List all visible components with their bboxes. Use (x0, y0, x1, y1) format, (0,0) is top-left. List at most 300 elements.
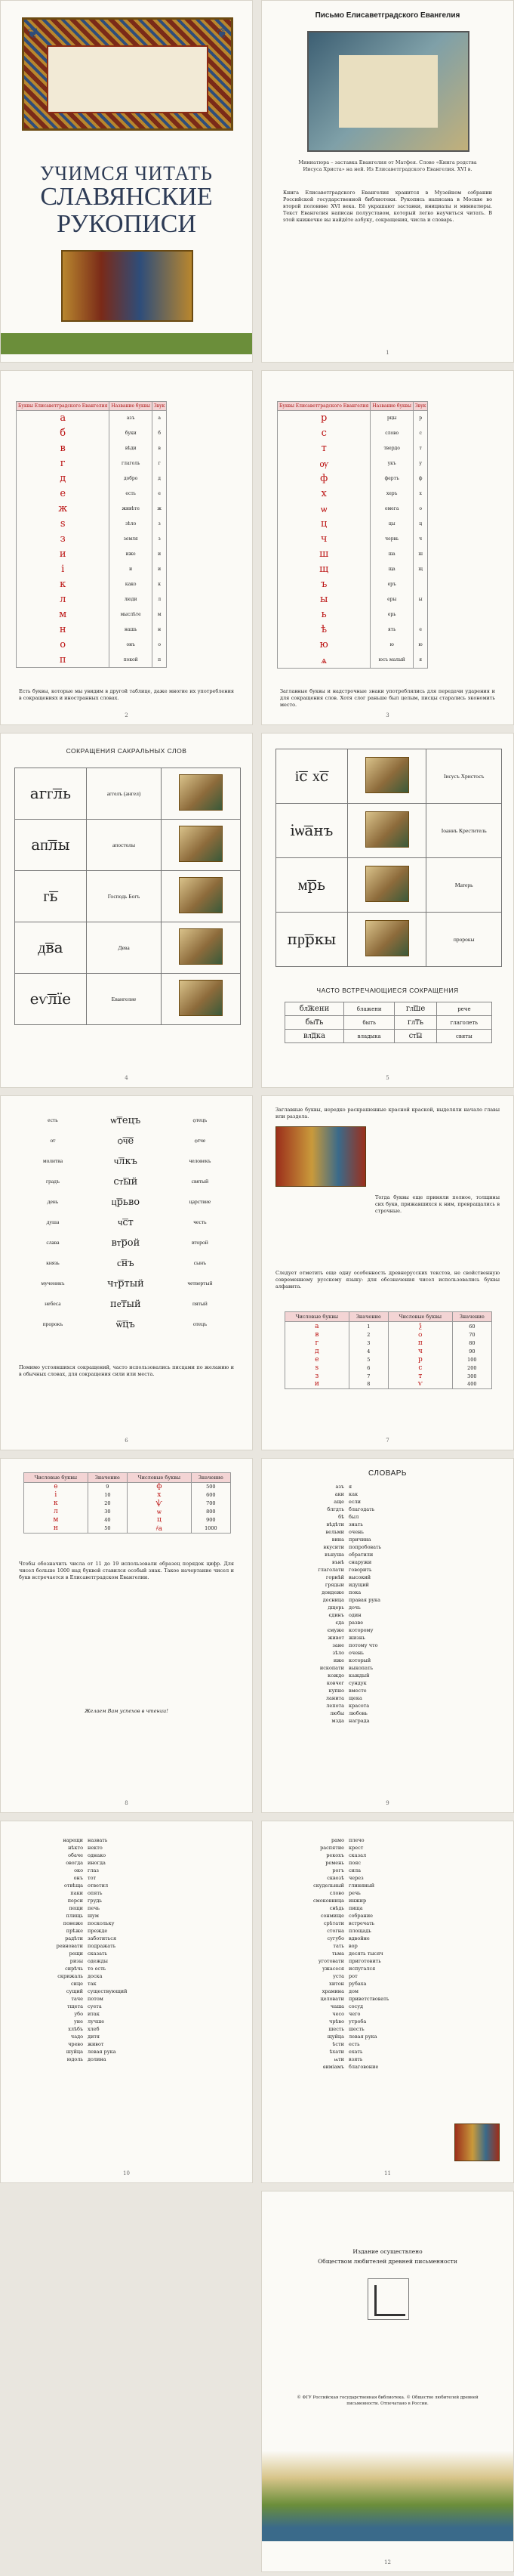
dictionary-title: СЛОВАРЬ (368, 1469, 407, 1478)
translation: глиняный (349, 1883, 375, 1889)
slavonic-word: ископати (319, 1665, 344, 1671)
slavonic-word: ѳиміамъ (322, 2064, 344, 2070)
alphabet-row (278, 547, 428, 562)
abbreviation-row (23, 1212, 231, 1232)
translation: собрание (349, 1913, 374, 1919)
translation: лучше (88, 2018, 105, 2025)
abbreviated-form: гл͞ше (395, 1002, 436, 1016)
manuscript-letter: ю (278, 638, 371, 653)
dictionary-entry (277, 1664, 500, 1672)
letter-name: ща (371, 562, 414, 577)
translation: которому (349, 1627, 374, 1633)
letter-name: како (109, 577, 152, 592)
manuscript-fragment (275, 1126, 366, 1187)
dictionary-entry (16, 2010, 239, 2018)
number-value: 600 (191, 1491, 230, 1500)
page-number: 9 (386, 1800, 389, 1806)
slavonic-word: вѣдѣти (326, 1521, 344, 1527)
page-number: 6 (125, 1438, 128, 1444)
dictionary-entry (277, 1694, 500, 1702)
letter-name: люди (109, 592, 152, 607)
dictionary-entry (277, 1717, 500, 1725)
numbers-body: Тогда буквы еще приняли полное, толщины сих букв, прижавшихся к ним, превращались в строчные. (375, 1194, 500, 1215)
dictionary-entry (16, 2025, 239, 2033)
full-form: блажени (344, 1002, 395, 1016)
dictionary-entry (277, 1649, 500, 1657)
letter-name: буки (109, 426, 152, 441)
dictionary-entry (277, 2033, 500, 2040)
slavonic-word: вельми (325, 1529, 344, 1535)
bird-ornament-icon: ❦ (27, 26, 39, 42)
alphabet-row (278, 532, 428, 547)
number-value: 500 (191, 1483, 230, 1491)
translation: рубаха (349, 1981, 367, 1987)
letter-name: земля (109, 532, 152, 547)
dictionary-entry (277, 1702, 500, 1710)
abbreviated-word: ѻ͞ч͞е (117, 1135, 134, 1147)
number-row (285, 1322, 492, 1331)
full-form: святы (436, 1030, 491, 1043)
page-1 (261, 0, 514, 363)
section-title: СОКРАЩЕНИЯ САКРАЛЬНЫХ СЛОВ (66, 747, 187, 755)
numbers-body-2: Чтобы обозначить числа от 11 до 19 использовали образец порядок цифр. Для чисел больше 1000 над буквой ставился особый знак. Такое начертание чисел и букв встречается в Елисаветградском Евангелии. (19, 1561, 234, 1581)
number-row (24, 1516, 231, 1524)
abbreviation-row (285, 1030, 492, 1043)
dictionary-entry (277, 1626, 500, 1634)
word-meaning: Евангелие (86, 974, 162, 1025)
translation: сказал (349, 1852, 367, 1858)
spread-3 (0, 733, 514, 1088)
dictionary-entry (277, 1619, 500, 1626)
abbreviated-word: с͞нъ (117, 1257, 134, 1269)
translation: один (349, 1612, 362, 1618)
slavonic-word: ємуже (327, 1627, 344, 1633)
translation: тот (88, 1875, 97, 1881)
slavonic-word: зане (332, 1642, 344, 1648)
icon-image (179, 928, 223, 965)
spread-5 (0, 1458, 514, 1813)
cover-page (0, 0, 253, 363)
slavonic-word: мзда (331, 1718, 344, 1724)
number-letter: ѯ (388, 1322, 452, 1331)
translation: шум (88, 1913, 99, 1919)
slavonic-word: шесть (328, 2026, 344, 2032)
cover-title-line-1: УЧИМСЯ ЧИТАТЬ (40, 162, 213, 184)
dictionary-entry (277, 1543, 500, 1551)
slavonic-word: слово (329, 1890, 344, 1896)
full-form: четвертый (187, 1280, 213, 1286)
letter-name: иже (109, 547, 152, 562)
dictionary-entry (277, 2018, 500, 2025)
dictionary-entry (277, 1836, 500, 1844)
slavonic-word: отвѣща (63, 1883, 83, 1889)
letter-sound: з (152, 532, 166, 547)
manuscript-letter: щ (278, 562, 371, 577)
col-header: Числовые буквы (285, 1312, 349, 1322)
dictionary-entry (277, 1551, 500, 1558)
translation: речь (349, 1890, 361, 1896)
word-meaning: Дева (86, 922, 162, 974)
letter-sound: у (413, 456, 427, 471)
manuscript-letter: ч (278, 532, 371, 547)
dictionary-entry (277, 1490, 500, 1498)
number-letter: ѡ (127, 1508, 191, 1516)
number-row (285, 1380, 492, 1388)
translation: благовоние (349, 2064, 379, 2070)
abbreviation-row (285, 1002, 492, 1016)
manuscript-letter: х (278, 486, 371, 502)
translation: чего (349, 2011, 361, 2017)
col-header: Звук (152, 402, 166, 411)
abbreviated-word: і͞с х͞с (276, 749, 348, 804)
letter-name: еръ (371, 577, 414, 592)
letter-name: и (109, 562, 152, 577)
dictionary-entry (277, 1897, 500, 1904)
translation: снаружи (349, 1559, 372, 1565)
letter-sound: х (413, 486, 427, 502)
abbreviated-word: пе͞тый (110, 1298, 141, 1310)
cover-ornament-frame (22, 17, 233, 131)
number-value: 10 (88, 1491, 127, 1500)
word-meaning: Іисусъ Христосъ (426, 749, 502, 804)
number-letter: ҂а (127, 1524, 191, 1534)
cover-illumination (61, 250, 193, 322)
letter-name: мыслѣте (109, 607, 152, 622)
manuscript-letter: ѧ (278, 653, 371, 669)
page-5 (261, 733, 514, 1088)
dictionary-entry (16, 1942, 239, 1950)
word-meaning: градъ (46, 1178, 60, 1185)
alphabet-table-left (16, 401, 167, 668)
number-letter: м (24, 1516, 88, 1524)
letter-sound: ж (152, 502, 166, 517)
manuscript-letter: м (17, 607, 109, 622)
manuscript-letter: к (17, 577, 109, 592)
dictionary-entry (277, 2010, 500, 2018)
manuscript-letter: о (17, 638, 109, 653)
manuscript-letter: с (278, 426, 371, 441)
translation: десять тысяч (349, 1951, 383, 1957)
letter-name: юсъ малый (371, 653, 414, 669)
manuscript-letter: ш (278, 547, 371, 562)
slavonic-word: лепота (326, 1703, 344, 1709)
dictionary-entry (277, 1874, 500, 1882)
dictionary-entry (16, 1912, 239, 1920)
full-form: сынъ (193, 1259, 207, 1266)
dictionary-entry (277, 1536, 500, 1543)
abbreviation-row (23, 1232, 231, 1252)
icon-image-cell (162, 974, 241, 1025)
manuscript-letter: п (17, 653, 109, 668)
number-row (24, 1524, 231, 1534)
alphabet-row (278, 517, 428, 532)
alphabet-row (278, 607, 428, 622)
cover-title (1, 163, 252, 238)
icon-image-cell (347, 913, 426, 967)
alphabet-row (17, 532, 167, 547)
letter-sound: е (152, 486, 166, 502)
abbreviation-row (23, 1130, 231, 1151)
number-letter: к (24, 1500, 88, 1508)
translation: дом (349, 1988, 359, 1994)
abbreviated-word: ап͞лы (15, 820, 87, 871)
word-meaning: князь (46, 1259, 60, 1266)
dictionary-entry (16, 1972, 239, 1980)
slavonic-word: чрѣво (329, 2018, 344, 2025)
dictionary-entry (277, 1634, 500, 1642)
dictionary-entry (277, 1995, 500, 2003)
dictionary-entry (277, 1867, 500, 1874)
number-value: 50 (88, 1524, 127, 1534)
slavonic-word: горнѣй (325, 1574, 344, 1580)
slavonic-word: иже (333, 1657, 344, 1663)
slavonic-word: обаче (68, 1852, 83, 1858)
alphabet-row (278, 456, 428, 471)
translation: однако (88, 1852, 106, 1858)
col-header: Значение (88, 1473, 127, 1483)
manuscript-letter: ь (278, 607, 371, 622)
dictionary-entry (277, 1513, 500, 1521)
abbreviation-list (23, 1110, 231, 1334)
translation: вместе (349, 1688, 367, 1694)
col-header: Значение (452, 1312, 491, 1322)
letter-sound: г (152, 456, 166, 471)
dictionary-entry (277, 1935, 500, 1942)
translation: жизнь (349, 1635, 365, 1641)
translation: некто (88, 1845, 103, 1851)
translation: потому что (349, 1642, 378, 1648)
slavonic-word: нѣкто (68, 1845, 83, 1851)
translation: живот (88, 2041, 104, 2047)
spread-2 (0, 370, 514, 725)
dictionary-column (277, 1483, 500, 1725)
dictionary-entry (277, 2040, 500, 2048)
dictionary-entry (277, 1950, 500, 1957)
translation: правая рука (349, 1597, 380, 1603)
translation: одежды (88, 1958, 108, 1964)
translation: долина (88, 2056, 106, 2062)
dictionary-entry (277, 1920, 500, 1927)
translation: благодать (349, 1506, 375, 1512)
page-10 (0, 1821, 253, 2183)
col-header: Буквы Елисаветградского Евангелия (278, 402, 371, 411)
translation: так (88, 1981, 97, 1987)
abbreviation-row (23, 1293, 231, 1314)
dictionary-entry (16, 1889, 239, 1897)
dictionary-entry (16, 1965, 239, 1972)
dictionary-entry (277, 1710, 500, 1717)
number-row (24, 1500, 231, 1508)
dictionary-entry (16, 1927, 239, 1935)
number-value: 1 (349, 1322, 388, 1331)
slavonic-word: сугубо (327, 1935, 344, 1941)
dictionary-column (16, 1836, 239, 2063)
number-letter: ч (388, 1347, 452, 1355)
letter-name: ерь (371, 607, 414, 622)
slavonic-word: єда (335, 1620, 344, 1626)
abbreviated-form: вл͞дка (285, 1030, 344, 1043)
slavonic-word: паки (70, 1890, 83, 1896)
sacred-word-row (15, 768, 241, 820)
number-letter: ѳ (24, 1483, 88, 1491)
dictionary-entry (277, 2025, 500, 2033)
page-number: 4 (125, 1075, 128, 1081)
manuscript-letter: е (17, 486, 109, 502)
abbreviated-word: пр͞ркы (276, 913, 348, 967)
manuscript-letter: т (278, 441, 371, 456)
dictionary-entry (277, 1687, 500, 1694)
number-value: 800 (191, 1508, 230, 1516)
sacred-words-table-2 (275, 749, 502, 967)
back-cover (261, 2191, 514, 2572)
manuscript-letter: л (17, 592, 109, 607)
number-letter: т (388, 1372, 452, 1380)
col-header: Значение (191, 1473, 230, 1483)
slavonic-word: уне (73, 2018, 83, 2025)
slavonic-word: ремень (325, 1860, 344, 1866)
slavonic-word: вънуша (325, 1552, 344, 1558)
translation: глаз (88, 1867, 99, 1873)
dictionary-entry (277, 1611, 500, 1619)
number-letter: ц (127, 1516, 191, 1524)
dictionary-entry (277, 1852, 500, 1859)
translation: причина (349, 1537, 371, 1543)
dictionary-entry (277, 1889, 500, 1897)
slavonic-word: убо (74, 2011, 83, 2017)
sacred-word-row (276, 749, 502, 804)
manuscript-letter: и (17, 547, 109, 562)
letter-sound: ц (413, 517, 427, 532)
abbreviated-form: гл͞ть (395, 1016, 436, 1030)
slavonic-word: дондеже (322, 1589, 344, 1595)
alphabet-row (278, 426, 428, 441)
number-letter: а (285, 1322, 349, 1331)
page-number: 3 (386, 712, 389, 718)
slavonic-word: рамо (331, 1837, 344, 1843)
dictionary-entry (277, 2056, 500, 2063)
letter-name: херъ (371, 486, 414, 502)
page-11 (261, 1821, 514, 2183)
translation: сказать (88, 1951, 108, 1957)
page-8 (0, 1458, 253, 1813)
icon-image (179, 774, 223, 811)
icon-image (365, 757, 409, 793)
translation: потом (88, 1996, 103, 2002)
translation: поскольку (88, 1920, 115, 1926)
letter-name: ша (371, 547, 414, 562)
manuscript-letter: н (17, 622, 109, 638)
manuscript-photo (307, 31, 469, 152)
slavonic-word: уста (333, 1973, 344, 1979)
slavonic-word: ѣхати (329, 2049, 344, 2055)
alphabet-row (17, 471, 167, 486)
translation: печь (88, 1905, 100, 1911)
dictionary-entry (16, 1935, 239, 1942)
letter-name: слово (371, 426, 414, 441)
slavonic-word: ѣсти (332, 2041, 344, 2047)
alphabet-row (17, 607, 167, 622)
dictionary-entry (277, 1927, 500, 1935)
slavonic-word: вънѣ (331, 1559, 344, 1565)
alphabet-row (17, 638, 167, 653)
number-letter: н (24, 1524, 88, 1534)
abbreviated-word: вт͞рой (111, 1237, 140, 1249)
cover-bottom-strip (1, 333, 252, 354)
abbreviation-row (23, 1252, 231, 1273)
number-value: 100 (452, 1355, 491, 1364)
letter-sound: ч (413, 532, 427, 547)
alphabet-row (278, 592, 428, 607)
letter-sound: ф (413, 471, 427, 486)
alphabet-row (17, 547, 167, 562)
slavonic-word: грядыи (325, 1582, 344, 1588)
dictionary-entry (277, 1566, 500, 1574)
dictionary-entry (16, 2056, 239, 2063)
slavonic-word: стогна (327, 1928, 344, 1934)
dictionary-entry (277, 1988, 500, 1995)
number-letter: ѱ (127, 1500, 191, 1508)
translation: пока (349, 1589, 362, 1595)
publisher-logo (368, 2278, 409, 2320)
slavonic-word: перси (67, 1898, 83, 1904)
icon-image (365, 811, 409, 848)
number-letter: р (388, 1355, 452, 1364)
translation: есть (349, 2041, 360, 2047)
slavonic-word: дщерь (328, 1605, 344, 1611)
slavonic-word: храмина (322, 1988, 344, 1994)
page-2 (0, 370, 253, 725)
slavonic-word: рогъ (332, 1867, 344, 1873)
number-value: 90 (452, 1347, 491, 1355)
number-value: 20 (88, 1500, 127, 1508)
letter-sound: з (152, 517, 166, 532)
dictionary-entry (277, 1657, 500, 1664)
letter-name: глаголь (109, 456, 152, 471)
translation: пояс (349, 1860, 361, 1866)
number-row (24, 1483, 231, 1491)
number-value: 3 (349, 1339, 388, 1347)
page-7 (261, 1095, 514, 1450)
sacred-word-row (276, 913, 502, 967)
number-row (24, 1491, 231, 1500)
letter-sound: б (152, 426, 166, 441)
letter-sound: ю (413, 638, 427, 653)
alphabet-note: Заглавные буквы и надстрочные знаки употреблялись для передачи ударения и для сокращения слов. Хотя слог раньше был целым, писцы старались экономить место. (280, 688, 495, 709)
letter-name: еры (371, 592, 414, 607)
letter-sound: р (413, 411, 427, 426)
page-number: 12 (384, 2559, 391, 2565)
manuscript-letter: ц (278, 517, 371, 532)
dictionary-entry (16, 1988, 239, 1995)
abbreviated-word: іѡ͞анъ (276, 804, 348, 858)
slavonic-word: ужасеся (322, 1966, 344, 1972)
slavonic-word: овогда (66, 1860, 83, 1866)
number-value: 700 (191, 1500, 230, 1508)
number-value: 200 (452, 1364, 491, 1372)
translation: ответил (88, 1883, 109, 1889)
slavonic-word: кождо (328, 1673, 344, 1679)
full-form: царствие (189, 1198, 211, 1205)
number-row (285, 1339, 492, 1347)
letter-name: добро (109, 471, 152, 486)
translation: приготовить (349, 1958, 381, 1964)
letter-sound (413, 607, 427, 622)
col-header: Числовые буквы (388, 1312, 452, 1322)
abbreviation-row (23, 1151, 231, 1171)
letter-name: омега (371, 502, 414, 517)
translation: встречать (349, 1920, 375, 1926)
number-value: 70 (452, 1330, 491, 1339)
